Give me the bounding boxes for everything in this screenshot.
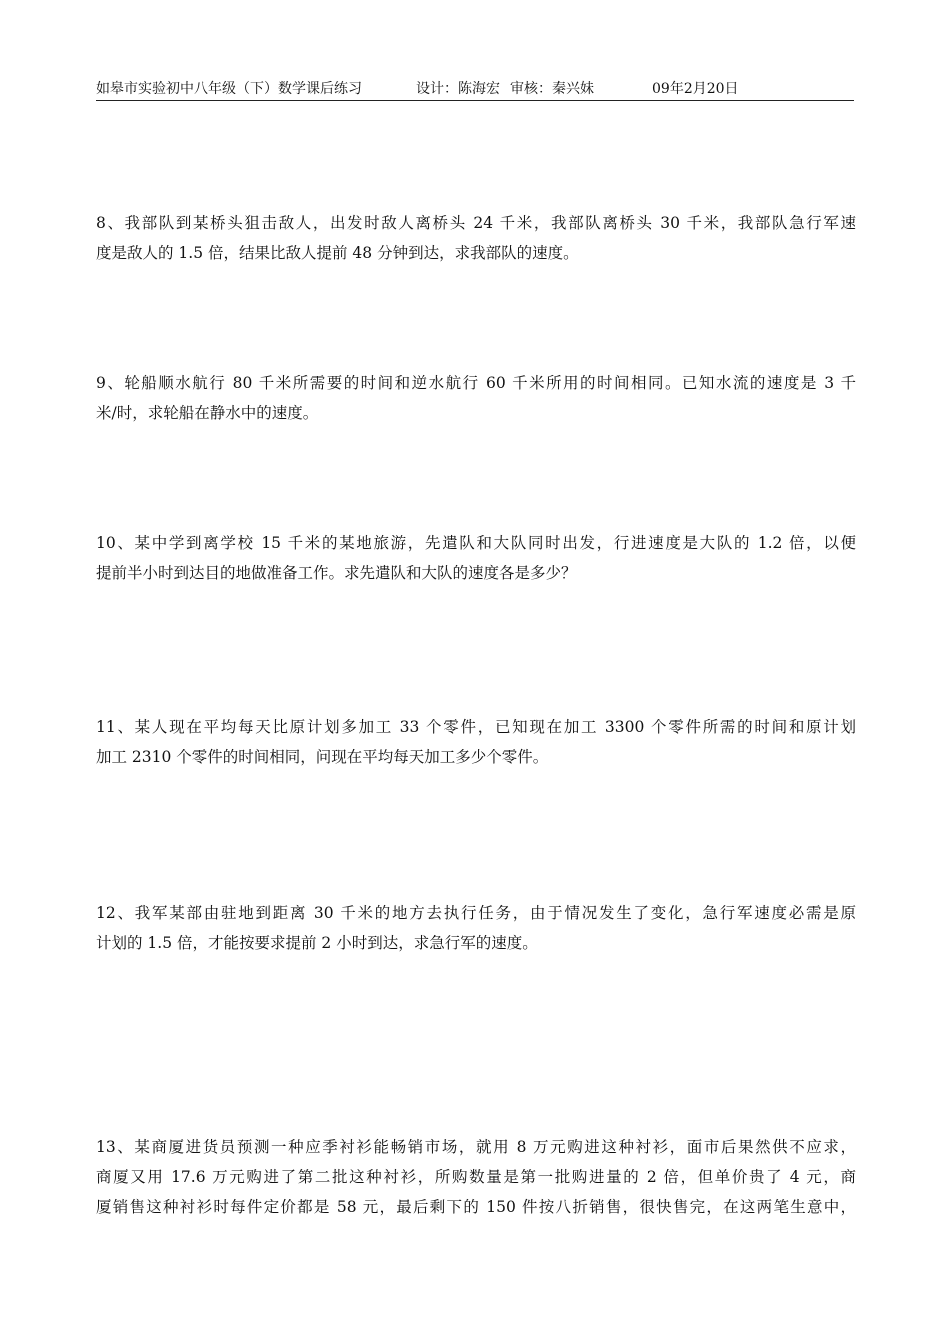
problem-line: 度是敌人的 1.5 倍，结果比敌人提前 48 分钟到达，求我部队的速度。 xyxy=(96,244,579,262)
problem-line: 加工 2310 个零件的时间相同，问现在平均每天加工多少个零件。 xyxy=(96,748,549,766)
problem-8 xyxy=(96,208,856,268)
problem-line: 米/时，求轮船在静水中的速度。 xyxy=(96,404,319,422)
page-header xyxy=(96,80,854,101)
problem-10 xyxy=(96,528,856,588)
problem-line: 11、某人现在平均每天比原计划多加工 33 个零件，已知现在加工 3300 个零件所需的时间和原计划 xyxy=(96,718,856,736)
problem-line: 提前半小时到达目的地做准备工作。求先遣队和大队的速度各是多少？ xyxy=(96,564,577,582)
problem-line: 厦销售这种衬衫时每件定价都是 58 元，最后剩下的 150 件按八折销售，很快售完，在这两笔生意中， xyxy=(96,1198,856,1216)
problem-13 xyxy=(96,1132,856,1222)
header-title: 如皋市实验初中八年级（下）数学课后练习 xyxy=(96,81,362,97)
header-reviewer: 审核：秦兴妹 xyxy=(510,81,594,97)
problem-line: 13、某商厦进货员预测一种应季衬衫能畅销市场，就用 8 万元购进这种衬衫，面市后果然供不应求， xyxy=(96,1138,856,1156)
problem-line: 9、轮船顺水航行 80 千米所需要的时间和逆水航行 60 千米所用的时间相同。已知水流的速度是 3 千 xyxy=(96,374,856,392)
problem-line: 8、我部队到某桥头狙击敌人，出发时敌人离桥头 24 千米，我部队离桥头 30 千米，我部队急行军速 xyxy=(96,214,856,232)
problem-9 xyxy=(96,368,856,428)
problem-11 xyxy=(96,712,856,772)
problem-line: 12、我军某部由驻地到距离 30 千米的地方去执行任务，由于情况发生了变化，急行军速度必需是原 xyxy=(96,904,856,922)
header-designer: 设计：陈海宏 xyxy=(416,81,500,97)
problem-12 xyxy=(96,898,856,958)
problem-line: 计划的 1.5 倍，才能按要求提前 2 小时到达，求急行军的速度。 xyxy=(96,934,538,952)
header-date: 09年2月20日 xyxy=(652,81,739,97)
problem-line: 10、某中学到离学校 15 千米的某地旅游，先遣队和大队同时出发，行进速度是大队的 1.2 倍，以便 xyxy=(96,534,856,552)
problem-line: 商厦又用 17.6 万元购进了第二批这种衬衫，所购数量是第一批购进量的 2 倍，但单价贵了 4 元，商 xyxy=(96,1168,856,1186)
